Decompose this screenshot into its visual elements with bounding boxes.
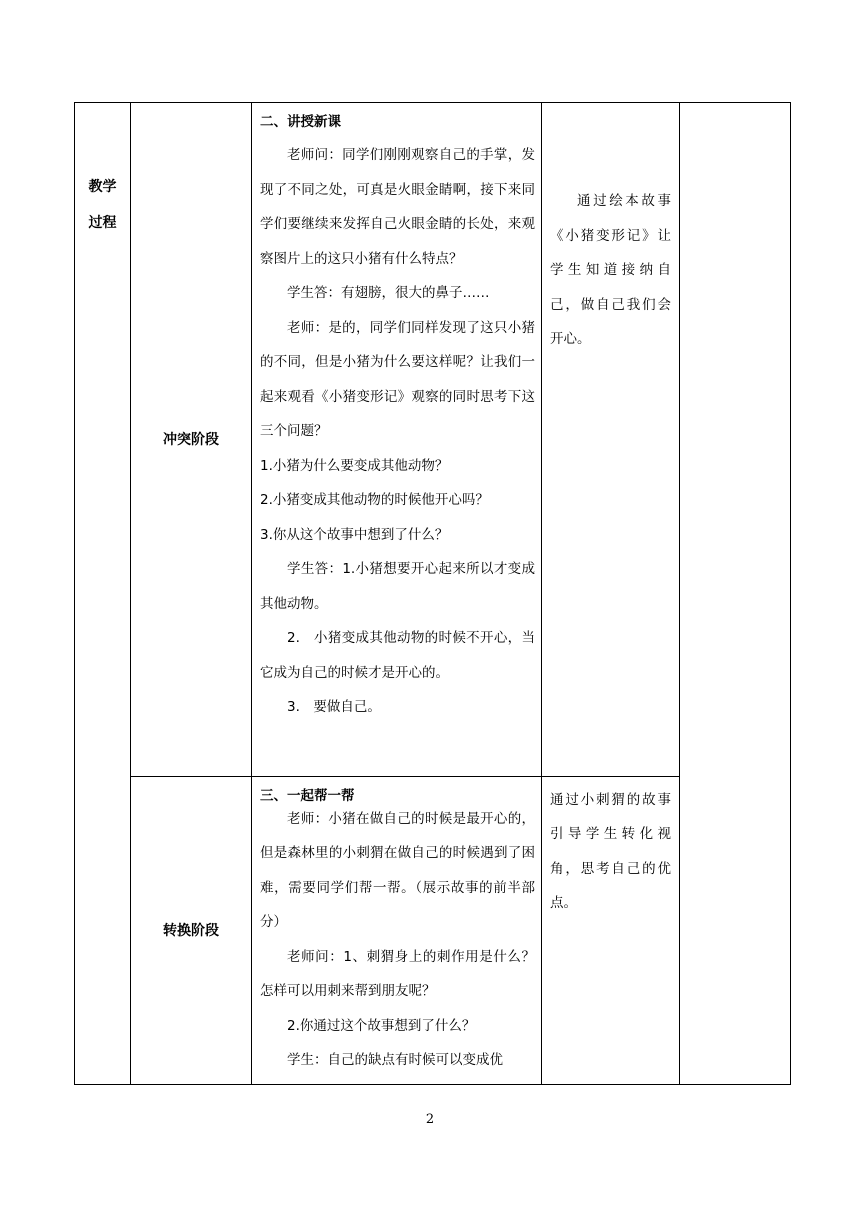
design-note: 通过绘本故事《小猪变形记》让学生知道接纳自己，做自己我们会开心。 bbox=[550, 193, 671, 347]
content-cell bbox=[252, 776, 542, 1084]
section-label-cell bbox=[75, 103, 131, 1085]
content-paragraph: 老师问：同学们刚刚观察自己的手掌，发现了不同之处，可真是火眼金睛啊，接下来同学们要继续来发挥自己火眼金睛的长处，来观察图片上的这只小猪有什么特点？ bbox=[260, 147, 535, 267]
content-heading: 二、讲授新课 bbox=[260, 114, 341, 130]
table-row bbox=[75, 103, 791, 777]
content-paragraph: 2.小猪变成其他动物的时候他开心吗？ bbox=[260, 492, 489, 508]
content-paragraph: 学生答：有翅膀，很大的鼻子…… bbox=[287, 285, 490, 301]
stage-label: 冲突阶段 bbox=[163, 432, 219, 449]
content-paragraph: 3.你从这个故事中想到了什么？ bbox=[260, 526, 449, 543]
stage-label: 转换阶段 bbox=[163, 923, 219, 940]
content-paragraph: 老师：小猪在做自己的时候是最开心的，但是森林里的小刺猬在做自己的时候遇到了困难，需要同学们帮一帮。（展示故事的前半部分） bbox=[260, 810, 535, 931]
content-paragraph: 老师：是的，同学们同样发现了这只小猪的不同，但是小猪为什么要这样呢？让我们一起来观看《小猪变形记》观察的同时思考下这三个问题？ bbox=[260, 319, 535, 439]
content-paragraph: 1.小猪为什么要变成其他动物？ bbox=[260, 457, 449, 474]
stage-cell-transition bbox=[131, 776, 252, 1084]
lesson-plan-table bbox=[74, 102, 791, 1085]
note-cell bbox=[542, 776, 680, 1084]
page-number: 2 bbox=[425, 1112, 435, 1127]
content-paragraph: 老师问：1、刺猬身上的刺作用是什么？怎样可以用刺来帮到朋友呢？ bbox=[260, 948, 535, 1000]
stage-cell-conflict bbox=[131, 103, 252, 777]
content-paragraph: 学生答：1.小猪想要开心起来所以才变成其他动物。 bbox=[260, 561, 535, 612]
design-note: 通过小刺猬的故事引导学生转化视角，思考自己的优点。 bbox=[550, 791, 671, 912]
content-paragraph: 学生：自己的缺点有时候可以变成优 bbox=[287, 1052, 503, 1069]
content-paragraph: 3. 要做自己。 bbox=[287, 699, 381, 715]
remarks-cell bbox=[680, 103, 791, 1085]
content-cell bbox=[252, 103, 542, 777]
content-heading: 三、一起帮一帮 bbox=[260, 787, 355, 804]
content-paragraph: 2.你通过这个故事想到了什么？ bbox=[287, 1017, 476, 1034]
content-paragraph: 2. 小猪变成其他动物的时候不开心，当它成为自己的时候才是开心的。 bbox=[260, 630, 535, 681]
section-label: 教学过程 bbox=[88, 179, 117, 231]
note-cell bbox=[542, 103, 680, 777]
